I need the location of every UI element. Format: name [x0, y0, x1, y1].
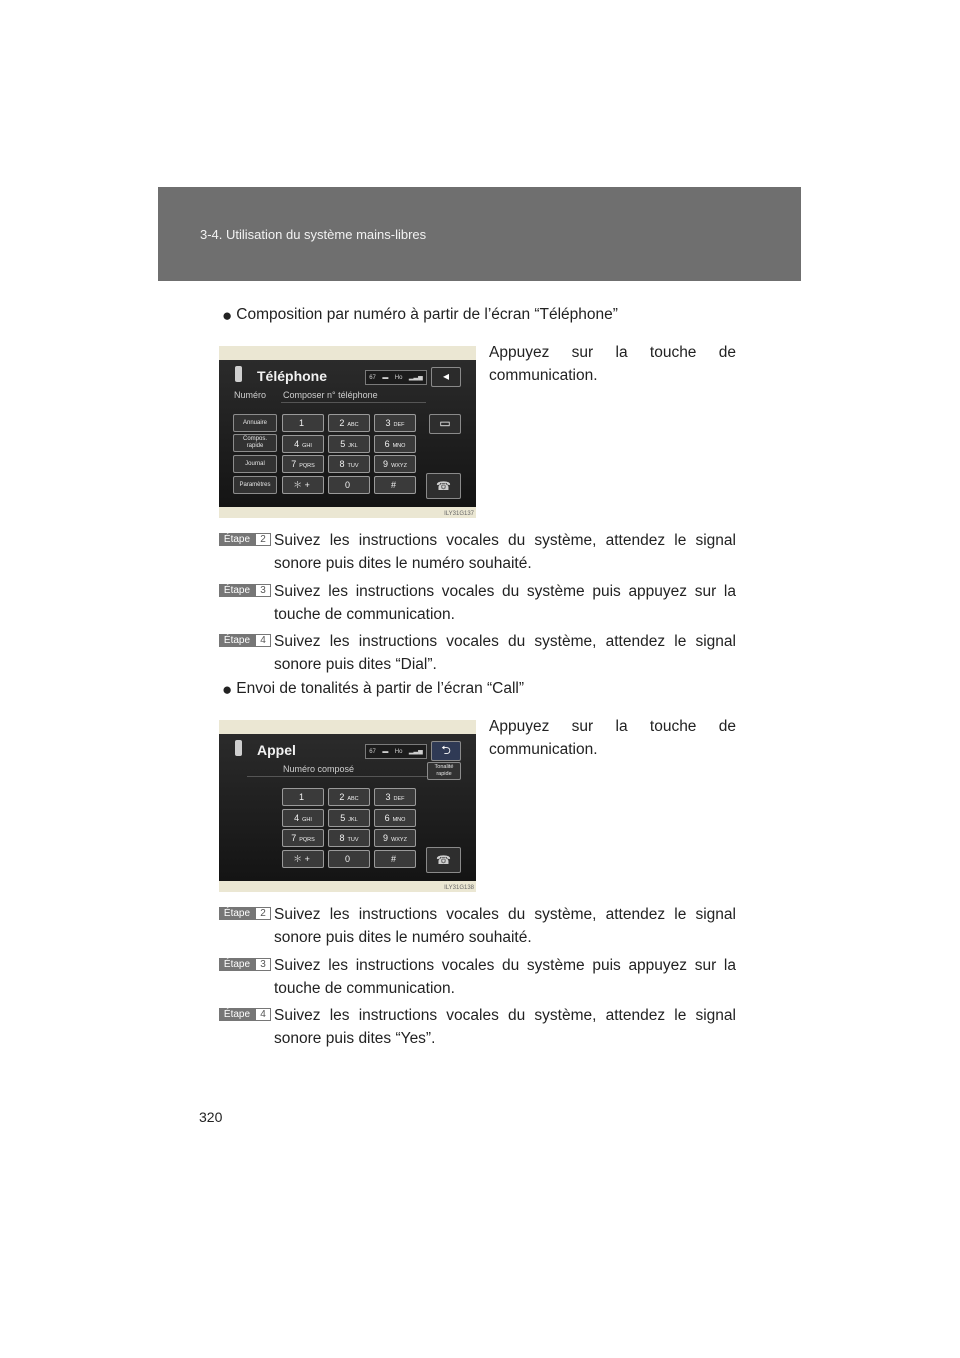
keypad-key[interactable]: 5 JKL	[328, 809, 370, 827]
keypad-key[interactable]: 6 MNO	[374, 435, 416, 453]
section1-step3-text: Suivez les instructions vocales du système puis appuyez sur la touche de communication.	[274, 583, 736, 623]
side-key-compos-rapide[interactable]: Compos. rapide	[233, 434, 277, 452]
section1-heading	[222, 306, 618, 324]
tone-key[interactable]: Tonalité rapide	[427, 762, 461, 780]
number-field[interactable]: Composer n° téléphone	[283, 390, 378, 400]
number-field[interactable]: Numéro composé	[283, 764, 355, 774]
window-icon[interactable]: ▭	[429, 414, 461, 434]
side-key-parametres[interactable]: Paramètres	[233, 476, 277, 494]
section2-heading-text: Envoi de tonalités à partir de l’écran “Call”	[236, 680, 525, 697]
image-code: ILY31G137	[444, 511, 474, 517]
keypad-key[interactable]: 4 GHI	[282, 809, 324, 827]
keypad-key[interactable]: 2 ABC	[328, 414, 370, 432]
field-label: Numéro	[234, 390, 267, 400]
keypad-key[interactable]: 6 MNO	[374, 809, 416, 827]
keypad-key[interactable]: 8 TUV	[328, 455, 370, 473]
keypad-key[interactable]: 9 WXYZ	[374, 455, 416, 473]
keypad-key[interactable]: 0	[328, 850, 370, 868]
keypad-key[interactable]: 1	[282, 788, 324, 806]
delete-key[interactable]: ◂	[431, 367, 461, 387]
section1-step1-text: Appuyez sur la touche de communication.	[489, 344, 736, 384]
keypad-key[interactable]: 7 PQRS	[282, 455, 324, 473]
status-indicator: 67 ▬ Ho ▂▃▅	[365, 744, 427, 759]
keypad-key[interactable]: #	[374, 476, 416, 494]
handset-icon	[235, 366, 242, 382]
keypad-key[interactable]: ＊ +	[282, 850, 324, 868]
telephone-screen-image	[219, 346, 476, 518]
back-arrow-icon[interactable]: ⮌	[431, 741, 461, 761]
section2-step4-text: Suivez les instructions vocales du système, attendez le signal sonore puis dites “Yes”.	[274, 1007, 736, 1047]
call-button-icon[interactable]: ☎	[426, 847, 461, 873]
telephone-screen	[219, 360, 476, 507]
section2-heading	[222, 680, 524, 698]
screen-title: Appel	[257, 742, 296, 758]
step-badge-3: Étape 3	[219, 958, 271, 971]
bullet-icon: ●	[222, 679, 233, 699]
call-screen	[219, 734, 476, 881]
keypad-key[interactable]: 2 ABC	[328, 788, 370, 806]
keypad-key[interactable]: ＊ +	[282, 476, 324, 494]
keypad-key[interactable]: 3 DEF	[374, 788, 416, 806]
keypad-key[interactable]: 3 DEF	[374, 414, 416, 432]
step-badge-3: Étape 3	[219, 584, 271, 597]
call-screen-image	[219, 720, 476, 892]
section-title: 3-4. Utilisation du système mains-libres	[200, 227, 427, 242]
signal-icon: ▂▃▅	[408, 749, 423, 755]
step-badge-4: Étape 4	[219, 634, 271, 647]
keypad-key[interactable]: #	[374, 850, 416, 868]
section2-step3-text: Suivez les instructions vocales du système puis appuyez sur la touche de communication.	[274, 957, 736, 997]
handset-icon	[235, 740, 242, 756]
page-number: 320	[199, 1109, 223, 1125]
signal-icon: ▂▃▅	[408, 375, 423, 381]
keypad-key[interactable]: 8 TUV	[328, 829, 370, 847]
bullet-icon: ●	[222, 305, 233, 325]
keypad-key[interactable]: 0	[328, 476, 370, 494]
status-indicator: 67 ▬ Ho ▂▃▅	[365, 370, 427, 385]
keypad-key[interactable]: 7 PQRS	[282, 829, 324, 847]
section2-step1-text: Appuyez sur la touche de communication.	[489, 718, 736, 758]
section1-step2-text: Suivez les instructions vocales du système, attendez le signal sonore puis dites le numéro souhaité.	[274, 532, 736, 572]
section-header-band	[158, 187, 801, 281]
image-code: ILY31G138	[444, 885, 474, 891]
side-key-annuaire[interactable]: Annuaire	[233, 414, 277, 432]
screen-title: Téléphone	[257, 368, 328, 384]
call-button-icon[interactable]: ☎	[426, 473, 461, 499]
section2-step2-text: Suivez les instructions vocales du système, attendez le signal sonore puis dites le numéro souhaité.	[274, 906, 736, 946]
step-badge-2: Étape 2	[219, 533, 271, 546]
step-badge-2: Étape 2	[219, 907, 271, 920]
section1-heading-text: Composition par numéro à partir de l’écran “Téléphone”	[236, 306, 618, 323]
section1-step4-text: Suivez les instructions vocales du système, attendez le signal sonore puis dites “Dial”.	[274, 633, 736, 673]
side-key-journal[interactable]: Journal	[233, 455, 277, 473]
keypad-key[interactable]: 9 WXYZ	[374, 829, 416, 847]
step-badge-4: Étape 4	[219, 1008, 271, 1021]
keypad-key[interactable]: 1	[282, 414, 324, 432]
keypad-key[interactable]: 5 JKL	[328, 435, 370, 453]
keypad-key[interactable]: 4 GHI	[282, 435, 324, 453]
